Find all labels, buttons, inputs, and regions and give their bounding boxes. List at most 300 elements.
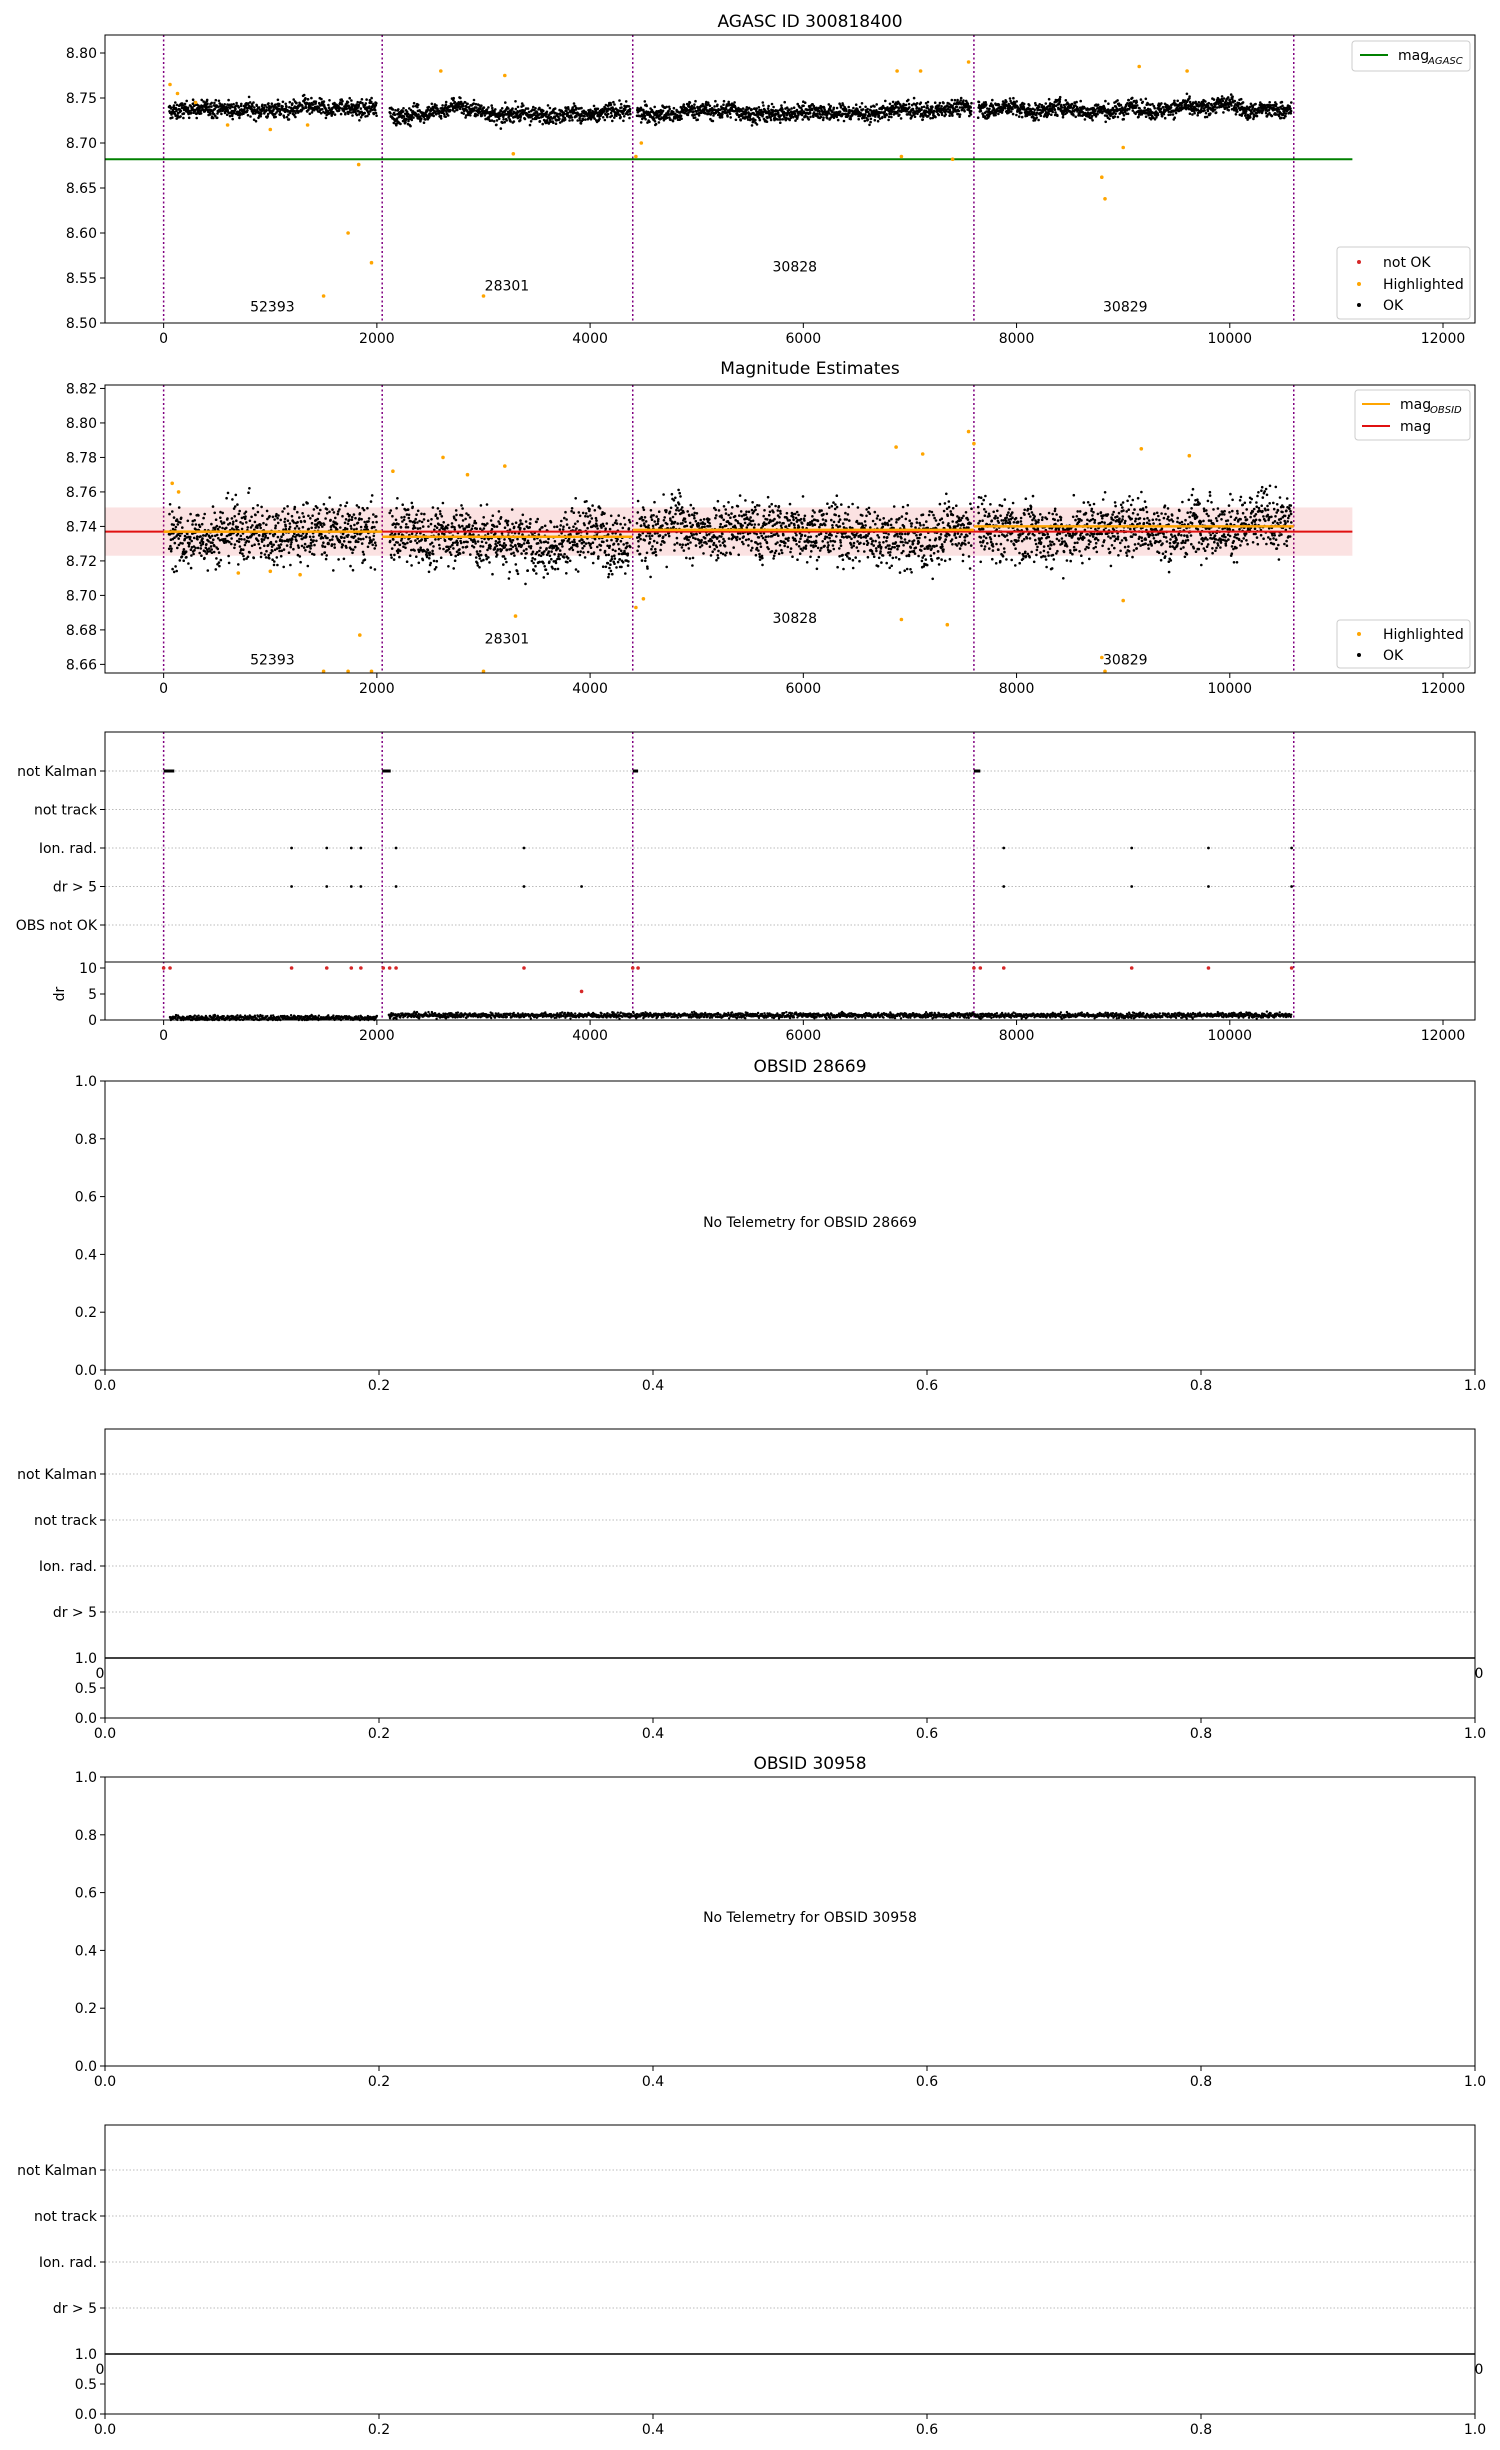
highlighted-point bbox=[1185, 69, 1189, 73]
ok-point bbox=[365, 102, 368, 105]
ok-point bbox=[351, 114, 354, 117]
ok-point bbox=[422, 525, 425, 528]
ok-point bbox=[428, 554, 431, 557]
ok-point bbox=[683, 103, 686, 106]
ok-point bbox=[216, 525, 219, 528]
highlighted-point bbox=[226, 123, 230, 127]
ok-point bbox=[1033, 108, 1036, 111]
ok-point bbox=[247, 556, 250, 559]
ok-point bbox=[1012, 97, 1015, 100]
ok-point bbox=[1275, 103, 1278, 106]
ok-point bbox=[277, 514, 280, 517]
ok-point bbox=[1120, 104, 1123, 107]
ok-point bbox=[259, 527, 262, 530]
ok-point bbox=[406, 560, 409, 563]
ok-point bbox=[629, 113, 632, 116]
ok-point bbox=[532, 106, 535, 109]
ok-point bbox=[452, 97, 455, 100]
ok-point bbox=[420, 513, 423, 516]
ok-point bbox=[268, 515, 271, 518]
ok-point bbox=[1054, 111, 1057, 114]
ok-point bbox=[781, 108, 784, 111]
ok-point bbox=[351, 552, 354, 555]
y-tick-label: 8.60 bbox=[65, 226, 97, 242]
ok-point bbox=[822, 113, 825, 116]
ok-point bbox=[887, 119, 890, 122]
ok-point bbox=[288, 118, 291, 121]
ok-point bbox=[613, 116, 616, 119]
ok-point bbox=[1059, 96, 1062, 99]
highlighted-point bbox=[322, 294, 326, 298]
ok-point bbox=[283, 548, 286, 551]
ok-point bbox=[829, 105, 832, 108]
ok-point bbox=[790, 107, 793, 110]
ok-point bbox=[847, 106, 850, 109]
ok-point bbox=[809, 116, 812, 119]
ok-point bbox=[234, 108, 237, 111]
ok-point bbox=[733, 101, 736, 104]
ok-point bbox=[238, 538, 241, 541]
ok-point bbox=[431, 103, 434, 106]
ok-point bbox=[232, 521, 235, 524]
ok-point bbox=[1108, 118, 1111, 121]
ok-point bbox=[427, 549, 430, 552]
ok-point bbox=[331, 543, 334, 546]
ok-point bbox=[392, 538, 395, 541]
ok-point bbox=[1123, 114, 1126, 117]
ok-point bbox=[244, 515, 247, 518]
ok-point bbox=[175, 570, 178, 573]
ok-point bbox=[289, 522, 292, 525]
ok-point bbox=[286, 505, 289, 508]
ok-point bbox=[1163, 113, 1166, 116]
ok-point bbox=[362, 538, 365, 541]
ok-point bbox=[399, 544, 402, 547]
obsid-annotation: 30829 bbox=[1103, 299, 1148, 316]
y-tick-label: 8.80 bbox=[65, 415, 97, 432]
ok-point bbox=[1207, 110, 1210, 113]
ok-point bbox=[888, 115, 891, 118]
ok-point bbox=[1175, 112, 1178, 115]
ok-point bbox=[336, 523, 339, 526]
ok-point bbox=[1173, 100, 1176, 103]
ok-point bbox=[221, 512, 224, 515]
ok-point bbox=[641, 118, 644, 121]
ok-point bbox=[302, 504, 305, 507]
ok-point bbox=[668, 106, 671, 109]
ok-point bbox=[529, 124, 532, 127]
ok-point bbox=[868, 124, 871, 127]
ok-point bbox=[363, 509, 366, 512]
ok-point bbox=[1208, 102, 1211, 105]
ok-point bbox=[289, 101, 292, 104]
axes-frame bbox=[105, 35, 1475, 323]
ok-point bbox=[169, 545, 172, 548]
ok-point bbox=[372, 513, 375, 516]
ok-point bbox=[286, 544, 289, 547]
ok-point bbox=[414, 518, 417, 521]
ok-point bbox=[370, 500, 373, 503]
ok-point bbox=[620, 106, 623, 109]
ok-point bbox=[362, 551, 365, 554]
y-tick-label: 8.70 bbox=[65, 136, 97, 152]
ok-point bbox=[771, 103, 774, 106]
ok-point bbox=[693, 103, 696, 106]
ok-point bbox=[206, 99, 209, 102]
ok-point bbox=[242, 548, 245, 551]
ok-point bbox=[770, 119, 773, 122]
ok-point bbox=[256, 526, 259, 529]
ok-point bbox=[305, 106, 308, 109]
ok-point bbox=[262, 522, 265, 525]
ok-point bbox=[607, 113, 610, 116]
ok-point bbox=[1060, 104, 1063, 107]
ok-point bbox=[847, 114, 850, 117]
ok-point bbox=[218, 565, 221, 568]
ok-point bbox=[284, 518, 287, 521]
ok-point bbox=[407, 508, 410, 511]
ok-point bbox=[501, 107, 504, 110]
ok-point bbox=[235, 519, 238, 522]
ok-point bbox=[534, 107, 537, 110]
ok-point bbox=[1285, 112, 1288, 115]
ok-point bbox=[694, 107, 697, 110]
ok-point bbox=[546, 119, 549, 122]
highlighted-point bbox=[967, 60, 971, 64]
ok-point bbox=[303, 546, 306, 549]
ok-point bbox=[225, 527, 228, 530]
ok-point bbox=[866, 108, 869, 111]
ok-point bbox=[962, 99, 965, 102]
ok-point bbox=[365, 523, 368, 526]
ok-point bbox=[202, 517, 205, 520]
ok-point bbox=[916, 102, 919, 105]
ok-point bbox=[1020, 112, 1023, 115]
ok-point bbox=[644, 114, 647, 117]
ok-point bbox=[414, 521, 417, 524]
ok-point bbox=[393, 558, 396, 561]
ok-point bbox=[978, 101, 981, 104]
ok-point bbox=[422, 559, 425, 562]
ok-point bbox=[1193, 112, 1196, 115]
legend-dot-swatch bbox=[1357, 260, 1361, 264]
x-tick-label: 0 bbox=[159, 331, 169, 347]
ok-point bbox=[412, 105, 415, 108]
ok-point bbox=[316, 507, 319, 510]
ok-point bbox=[278, 103, 281, 106]
x-tick-label: 6000 bbox=[785, 681, 822, 697]
ok-point bbox=[395, 519, 398, 522]
ok-point bbox=[185, 550, 188, 553]
x-tick-label: 8000 bbox=[998, 331, 1035, 347]
ok-point bbox=[322, 541, 325, 544]
ok-point bbox=[170, 106, 173, 109]
ok-point bbox=[211, 535, 214, 538]
ok-point bbox=[215, 99, 218, 102]
ok-point bbox=[375, 521, 378, 524]
ok-point bbox=[1284, 115, 1287, 118]
ok-point bbox=[413, 549, 416, 552]
ok-point bbox=[230, 543, 233, 546]
ok-point bbox=[208, 547, 211, 550]
ok-point bbox=[1143, 107, 1146, 110]
x-tick-label: 2000 bbox=[359, 331, 395, 347]
ok-point bbox=[309, 551, 312, 554]
ok-point bbox=[869, 121, 872, 124]
ok-point bbox=[300, 521, 303, 524]
ok-point bbox=[432, 506, 435, 509]
ok-point bbox=[1062, 116, 1065, 119]
ok-point bbox=[735, 119, 738, 122]
ok-point bbox=[294, 116, 297, 119]
ok-point bbox=[291, 515, 294, 518]
ok-point bbox=[921, 106, 924, 109]
ok-point bbox=[1236, 110, 1239, 113]
ok-point bbox=[837, 119, 840, 122]
ok-point bbox=[705, 106, 708, 109]
ok-point bbox=[873, 105, 876, 108]
ok-point bbox=[475, 103, 478, 106]
ok-point bbox=[255, 120, 258, 123]
ok-point bbox=[287, 519, 290, 522]
ok-point bbox=[309, 547, 312, 550]
ok-point bbox=[454, 101, 457, 104]
ok-point bbox=[393, 554, 396, 557]
ok-point bbox=[400, 526, 403, 529]
ok-point bbox=[502, 118, 505, 121]
ok-point bbox=[948, 114, 951, 117]
ok-point bbox=[714, 100, 717, 103]
ok-point bbox=[320, 533, 323, 536]
ok-point bbox=[416, 106, 419, 109]
ok-point bbox=[243, 558, 246, 561]
ok-point bbox=[324, 517, 327, 520]
ok-point bbox=[256, 504, 259, 507]
ok-point bbox=[276, 517, 279, 520]
ok-point bbox=[216, 117, 219, 120]
ok-point bbox=[238, 106, 241, 109]
ok-point bbox=[1191, 113, 1194, 116]
ok-point bbox=[239, 521, 242, 524]
ok-point bbox=[327, 543, 330, 546]
ok-point bbox=[187, 106, 190, 109]
ok-point bbox=[195, 117, 198, 120]
ok-point bbox=[414, 527, 417, 530]
ok-point bbox=[253, 106, 256, 109]
ok-point bbox=[466, 103, 469, 106]
ok-point bbox=[926, 104, 929, 107]
ok-point bbox=[988, 108, 991, 111]
ok-point bbox=[970, 102, 973, 105]
ok-point bbox=[1009, 97, 1012, 100]
highlighted-point bbox=[176, 92, 180, 96]
ok-point bbox=[864, 106, 867, 109]
ok-point bbox=[762, 104, 765, 107]
ok-point bbox=[1271, 115, 1274, 118]
highlighted-point bbox=[1100, 175, 1104, 179]
ok-point bbox=[916, 106, 919, 109]
ok-point bbox=[356, 114, 359, 117]
ok-point bbox=[223, 521, 226, 524]
ok-point bbox=[410, 540, 413, 543]
ok-point bbox=[181, 555, 184, 558]
ok-point bbox=[1004, 107, 1007, 110]
ok-point bbox=[367, 546, 370, 549]
ok-point bbox=[353, 524, 356, 527]
ok-point bbox=[220, 533, 223, 536]
ok-point bbox=[180, 110, 183, 113]
ok-point bbox=[885, 114, 888, 117]
ok-point bbox=[252, 101, 255, 104]
ok-point bbox=[473, 99, 476, 102]
ok-point bbox=[340, 536, 343, 539]
ok-point bbox=[970, 110, 973, 113]
ok-point bbox=[320, 98, 323, 101]
ok-point bbox=[758, 106, 761, 109]
ok-point bbox=[431, 550, 434, 553]
ok-point bbox=[302, 526, 305, 529]
legend-label: mag bbox=[1398, 48, 1430, 64]
ok-point bbox=[181, 526, 184, 529]
ok-point bbox=[822, 116, 825, 119]
panel-magnitude-estimates bbox=[66, 359, 1475, 697]
ok-point bbox=[375, 515, 378, 518]
ok-point bbox=[284, 525, 287, 528]
ok-point bbox=[696, 118, 699, 121]
ok-point bbox=[575, 107, 578, 110]
ok-point bbox=[1050, 113, 1053, 116]
ok-point bbox=[235, 102, 238, 105]
ok-point bbox=[687, 114, 690, 117]
highlighted-point bbox=[482, 294, 486, 298]
ok-point bbox=[698, 114, 701, 117]
ok-point bbox=[435, 566, 438, 569]
ok-point bbox=[939, 102, 942, 105]
ok-point bbox=[519, 119, 522, 122]
ok-point bbox=[171, 116, 174, 119]
ok-point bbox=[1222, 111, 1225, 114]
ok-point bbox=[804, 101, 807, 104]
ok-point bbox=[309, 113, 312, 116]
ok-point bbox=[212, 505, 215, 508]
ok-point bbox=[255, 104, 258, 107]
ok-point bbox=[374, 109, 377, 112]
ok-point bbox=[175, 526, 178, 529]
ok-point bbox=[388, 512, 391, 515]
ok-point bbox=[298, 527, 301, 530]
ok-point bbox=[721, 113, 724, 116]
ok-point bbox=[278, 550, 281, 553]
x-tick-label: 4000 bbox=[572, 681, 608, 697]
ok-point bbox=[839, 111, 842, 114]
ok-point bbox=[187, 562, 190, 565]
ok-point bbox=[261, 538, 264, 541]
ok-point bbox=[546, 111, 549, 114]
ok-point bbox=[1180, 104, 1183, 107]
ok-point bbox=[1215, 111, 1218, 114]
highlighted-point bbox=[1121, 146, 1125, 150]
ok-point bbox=[347, 534, 350, 537]
ok-point bbox=[296, 511, 299, 514]
ok-point bbox=[244, 518, 247, 521]
ok-point bbox=[231, 498, 234, 501]
ok-point bbox=[409, 125, 412, 128]
ok-point bbox=[443, 113, 446, 116]
highlighted-point bbox=[634, 155, 638, 159]
ok-point bbox=[334, 517, 337, 520]
ok-point bbox=[326, 512, 329, 515]
y-tick-label: 8.50 bbox=[65, 316, 97, 332]
ok-point bbox=[345, 107, 348, 110]
ok-point bbox=[1133, 100, 1136, 103]
ok-point bbox=[270, 543, 273, 546]
ok-point bbox=[627, 113, 630, 116]
ok-point bbox=[549, 107, 552, 110]
ok-point bbox=[500, 127, 503, 130]
ok-point bbox=[991, 99, 994, 102]
ok-point bbox=[297, 546, 300, 549]
ok-point bbox=[232, 523, 235, 526]
ok-point bbox=[219, 516, 222, 519]
ok-point bbox=[487, 106, 490, 109]
ok-point bbox=[199, 525, 202, 528]
ok-point bbox=[351, 516, 354, 519]
highlighted-point bbox=[951, 157, 955, 161]
ok-point bbox=[213, 512, 216, 515]
panel-agasc-magnitude bbox=[66, 12, 1475, 347]
ok-point bbox=[332, 569, 335, 572]
ok-point bbox=[307, 515, 310, 518]
ok-point bbox=[1289, 107, 1292, 110]
ok-point bbox=[313, 508, 316, 511]
ok-point bbox=[396, 541, 399, 544]
ok-point bbox=[258, 534, 261, 537]
ok-point bbox=[260, 556, 263, 559]
ok-point bbox=[179, 521, 182, 524]
ok-point bbox=[1051, 111, 1054, 114]
ok-point bbox=[567, 108, 570, 111]
ok-point bbox=[1228, 106, 1231, 109]
ok-point bbox=[1189, 112, 1192, 115]
ok-point bbox=[1072, 114, 1075, 117]
ok-point bbox=[1280, 117, 1283, 120]
ok-point bbox=[276, 547, 279, 550]
ok-point bbox=[231, 517, 234, 520]
highlighted-point bbox=[1137, 65, 1141, 69]
ok-point bbox=[234, 505, 237, 508]
ok-point bbox=[1161, 115, 1164, 118]
ok-point bbox=[371, 494, 374, 497]
ok-point bbox=[896, 112, 899, 115]
ok-point bbox=[751, 124, 754, 127]
ok-point bbox=[1074, 116, 1077, 119]
ok-point bbox=[1012, 113, 1015, 116]
ok-point bbox=[259, 547, 262, 550]
ok-point bbox=[280, 555, 283, 558]
ok-point bbox=[1028, 104, 1031, 107]
highlighted-point bbox=[194, 101, 198, 105]
x-tick-label: 8000 bbox=[998, 681, 1035, 697]
ok-point bbox=[370, 97, 373, 100]
ok-point bbox=[864, 113, 867, 116]
ok-point bbox=[272, 544, 275, 547]
ok-point bbox=[244, 544, 247, 547]
ok-point bbox=[399, 123, 402, 126]
ok-point bbox=[174, 101, 177, 104]
ok-point bbox=[1223, 97, 1226, 100]
ok-point bbox=[361, 562, 364, 565]
ok-point bbox=[723, 100, 726, 103]
